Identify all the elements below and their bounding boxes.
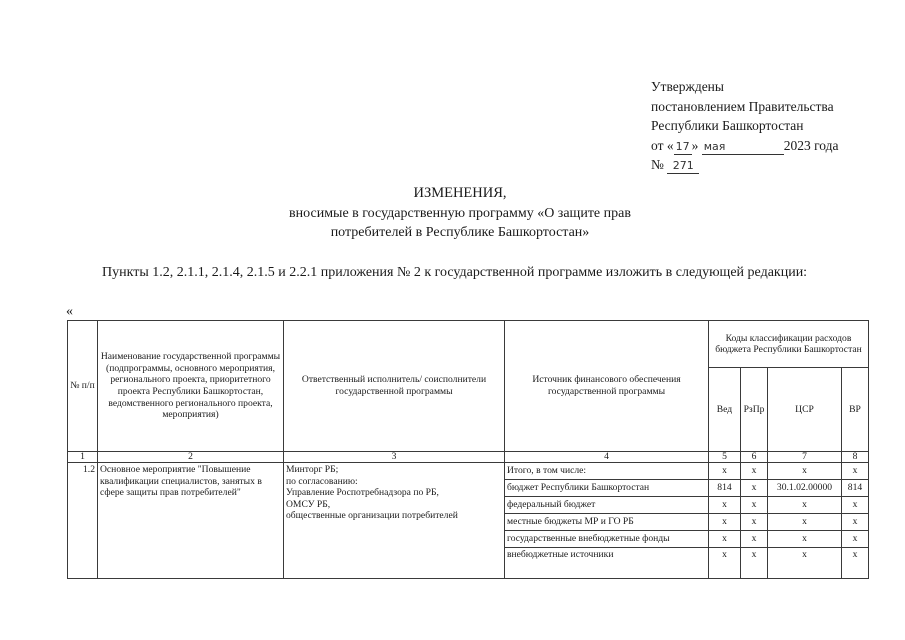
source-cell: внебюджетные источники <box>505 548 709 579</box>
csr-cell: x <box>768 531 842 548</box>
ved-cell: x <box>709 463 741 480</box>
source-cell: Итого, в том числе: <box>505 463 709 480</box>
date-day: 17 <box>675 139 690 153</box>
item-responsible <box>284 463 505 579</box>
source-cell: государственные внебюджетные фонды <box>505 531 709 548</box>
vr-cell: x <box>842 463 869 480</box>
column-number-row <box>68 452 869 463</box>
header-num: № п/п <box>68 321 98 452</box>
source-cell: местные бюджеты МР и ГО РБ <box>505 514 709 531</box>
responsible-line: Управление Роспотребнадзора по РБ, <box>286 487 439 499</box>
header-codes: Коды классификации расходов бюджета Республики Башкортостан <box>709 321 869 368</box>
approval-date <box>651 136 896 156</box>
number-value: 271 <box>667 159 699 174</box>
ved-cell: 814 <box>709 480 741 497</box>
rzpr-cell: x <box>741 497 768 514</box>
ved-cell: x <box>709 531 741 548</box>
rzpr-cell: x <box>741 531 768 548</box>
header-csr: ЦСР <box>768 368 842 452</box>
rzpr-cell: x <box>741 480 768 497</box>
col-number: 1 <box>68 452 98 463</box>
csr-cell: x <box>768 497 842 514</box>
approval-line-3: Республики Башкортостан <box>651 118 804 133</box>
intro-paragraph: Пункты 1.2, 2.1.1, 2.1.4, 2.1.5 и 2.2.1 приложения № 2 к государственной программе изложить в следующей редакции: <box>102 265 808 280</box>
header-rzpr: РзПр <box>741 368 768 452</box>
col-number: 3 <box>284 452 505 463</box>
source-cell: федеральный бюджет <box>505 497 709 514</box>
col-number: 6 <box>741 452 768 463</box>
vr-cell: x <box>842 514 869 531</box>
ved-cell: x <box>709 548 741 579</box>
title-main: ИЗМЕНЕНИЯ, <box>413 185 507 201</box>
header-source: Источник финансового обеспечения государственной программы <box>505 321 709 452</box>
date-quote-close: » <box>691 137 699 153</box>
responsible-line: ОМСУ РБ, <box>286 498 331 510</box>
header-row-1 <box>68 321 869 368</box>
title-line-2: вносимые в государственную программу «О защите прав <box>289 206 631 221</box>
col-number: 4 <box>505 452 709 463</box>
col-number: 7 <box>768 452 842 463</box>
ved-cell: x <box>709 497 741 514</box>
vr-cell: x <box>842 531 869 548</box>
number-prefix: № <box>651 157 664 172</box>
vr-cell: 814 <box>842 480 869 497</box>
open-quote: « <box>66 304 73 319</box>
document-title <box>160 184 760 242</box>
title-line-3: потребителей в Республике Башкортостан» <box>330 225 590 240</box>
ved-cell: x <box>709 514 741 531</box>
col-number: 8 <box>842 452 869 463</box>
date-prefix: от « <box>651 137 674 153</box>
date-month: мая <box>702 140 784 155</box>
responsible-line: Минторг РБ; <box>286 464 339 475</box>
vr-cell: x <box>842 497 869 514</box>
table-row <box>68 463 869 480</box>
header-responsible: Ответственный исполнитель/ соисполнители государственной программы <box>284 321 505 452</box>
responsible-line: по согласованию: <box>286 475 358 487</box>
header-vr: ВР <box>842 368 869 452</box>
rzpr-cell: x <box>741 514 768 531</box>
approval-stamp <box>651 77 896 175</box>
date-year: 2023 года <box>783 137 839 153</box>
header-name: Наименование государственной программы (подпрограммы, основного мероприятия, регионального проекта, приоритетного проекта Республики Башкортостан, ведомственного регионального проекта, мероприятия) <box>98 321 284 452</box>
approval-number <box>651 155 896 175</box>
responsible-line: общественные организации потребителей <box>286 510 458 522</box>
csr-cell: 30.1.02.00000 <box>768 480 842 497</box>
item-num: 1.2 <box>68 463 98 579</box>
program-table <box>67 320 869 579</box>
rzpr-cell: x <box>741 463 768 480</box>
item-name: Основное мероприятие "Повышение квалификации специалистов, занятых в сфере защиты прав потребителей" <box>98 463 284 579</box>
header-ved: Вед <box>709 368 741 452</box>
approval-line-1: Утверждены <box>651 79 724 94</box>
rzpr-cell: x <box>741 548 768 579</box>
csr-cell: x <box>768 514 842 531</box>
col-number: 5 <box>709 452 741 463</box>
source-cell: бюджет Республики Башкортостан <box>505 480 709 497</box>
csr-cell: x <box>768 548 842 579</box>
approval-line-2: постановлением Правительства <box>651 98 834 114</box>
csr-cell: x <box>768 463 842 480</box>
vr-cell: x <box>842 548 869 579</box>
col-number: 2 <box>98 452 284 463</box>
